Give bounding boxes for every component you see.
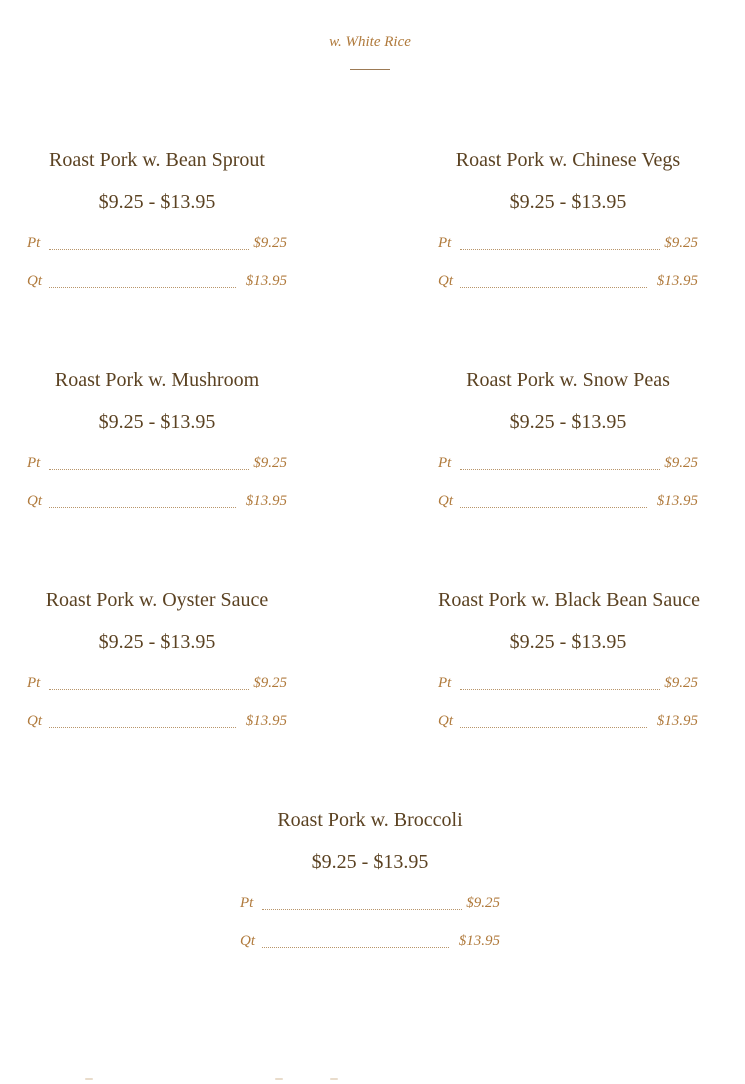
size-price: $9.25 bbox=[664, 455, 698, 471]
menu-item-name: Roast Pork w. Chinese Vegs bbox=[455, 149, 681, 171]
dot-leader bbox=[49, 678, 249, 690]
size-price: $9.25 bbox=[253, 235, 287, 251]
size-price: $13.95 bbox=[656, 713, 698, 729]
size-label: Pt bbox=[27, 675, 41, 691]
menu-item-price-range: $9.25 - $13.95 bbox=[98, 631, 216, 653]
dot-leader bbox=[460, 276, 647, 288]
dot-leader bbox=[49, 716, 236, 728]
menu-item-price-range: $9.25 - $13.95 bbox=[98, 191, 216, 213]
menu-item-name: Roast Pork w. Black Bean Sauce bbox=[438, 589, 700, 611]
size-price: $13.95 bbox=[245, 713, 287, 729]
size-price: $13.95 bbox=[656, 273, 698, 289]
menu-item-name: Roast Pork w. Mushroom bbox=[54, 369, 260, 391]
section-subtitle: w. White Rice bbox=[329, 34, 411, 50]
size-price: $13.95 bbox=[245, 493, 287, 509]
menu-item-price-range: $9.25 - $13.95 bbox=[311, 851, 429, 873]
size-option-pt[interactable] bbox=[438, 234, 698, 252]
size-option-qt[interactable] bbox=[240, 932, 500, 950]
size-label: Pt bbox=[27, 455, 41, 471]
menu-item-roast-pork-bean-sprout[interactable] bbox=[27, 148, 287, 290]
dot-leader bbox=[460, 496, 647, 508]
size-label: Qt bbox=[240, 933, 255, 949]
menu-item-roast-pork-mushroom[interactable] bbox=[27, 368, 287, 510]
menu-item-roast-pork-oyster-sauce[interactable] bbox=[27, 588, 287, 730]
size-label: Qt bbox=[27, 273, 42, 289]
dot-leader bbox=[460, 716, 647, 728]
menu-item-name: Roast Pork w. Broccoli bbox=[277, 809, 463, 831]
menu-item-name: Roast Pork w. Bean Sprout bbox=[49, 149, 265, 171]
size-label: Qt bbox=[438, 493, 453, 509]
menu-item-roast-pork-black-bean-sauce[interactable] bbox=[438, 588, 698, 730]
size-label: Qt bbox=[27, 493, 42, 509]
size-option-pt[interactable] bbox=[27, 454, 287, 472]
size-option-pt[interactable] bbox=[438, 674, 698, 692]
menu-item-roast-pork-snow-peas[interactable] bbox=[438, 368, 698, 510]
size-label: Qt bbox=[27, 713, 42, 729]
size-price: $9.25 bbox=[253, 675, 287, 691]
dot-leader bbox=[460, 458, 660, 470]
size-label: Qt bbox=[438, 713, 453, 729]
menu-item-roast-pork-broccoli[interactable] bbox=[240, 808, 500, 950]
size-label: Pt bbox=[27, 235, 41, 251]
menu-item-price-range: $9.25 - $13.95 bbox=[509, 631, 627, 653]
menu-item-name: Roast Pork w. Snow Peas bbox=[466, 369, 670, 391]
menu-item-price-range: $9.25 - $13.95 bbox=[509, 191, 627, 213]
next-section-edge bbox=[0, 1074, 745, 1084]
size-option-pt[interactable] bbox=[240, 894, 500, 912]
size-price: $13.95 bbox=[458, 933, 500, 949]
size-price: $13.95 bbox=[245, 273, 287, 289]
dot-leader bbox=[49, 276, 236, 288]
size-option-pt[interactable] bbox=[27, 674, 287, 692]
menu-item-name: Roast Pork w. Oyster Sauce bbox=[45, 589, 269, 611]
size-option-qt[interactable] bbox=[438, 712, 698, 730]
title-divider bbox=[350, 69, 390, 70]
size-price: $13.95 bbox=[656, 493, 698, 509]
menu-item-roast-pork-chinese-vegs[interactable] bbox=[438, 148, 698, 290]
size-option-qt[interactable] bbox=[27, 492, 287, 510]
dot-leader bbox=[49, 238, 249, 250]
size-option-pt[interactable] bbox=[438, 454, 698, 472]
menu-item-price-range: $9.25 - $13.95 bbox=[509, 411, 627, 433]
size-option-qt[interactable] bbox=[27, 272, 287, 290]
menu-item-price-range: $9.25 - $13.95 bbox=[98, 411, 216, 433]
dot-leader bbox=[49, 496, 236, 508]
size-option-qt[interactable] bbox=[438, 272, 698, 290]
dot-leader bbox=[49, 458, 249, 470]
dot-leader bbox=[262, 898, 462, 910]
size-price: $9.25 bbox=[664, 675, 698, 691]
dot-leader bbox=[262, 936, 449, 948]
size-option-qt[interactable] bbox=[27, 712, 287, 730]
size-option-qt[interactable] bbox=[438, 492, 698, 510]
size-label: Pt bbox=[438, 235, 452, 251]
size-label: Pt bbox=[438, 455, 452, 471]
size-label: Pt bbox=[240, 895, 254, 911]
size-option-pt[interactable] bbox=[27, 234, 287, 252]
size-label: Pt bbox=[438, 675, 452, 691]
size-price: $9.25 bbox=[253, 455, 287, 471]
size-price: $9.25 bbox=[466, 895, 500, 911]
dot-leader bbox=[460, 678, 660, 690]
size-label: Qt bbox=[438, 273, 453, 289]
dot-leader bbox=[460, 238, 660, 250]
size-price: $9.25 bbox=[664, 235, 698, 251]
